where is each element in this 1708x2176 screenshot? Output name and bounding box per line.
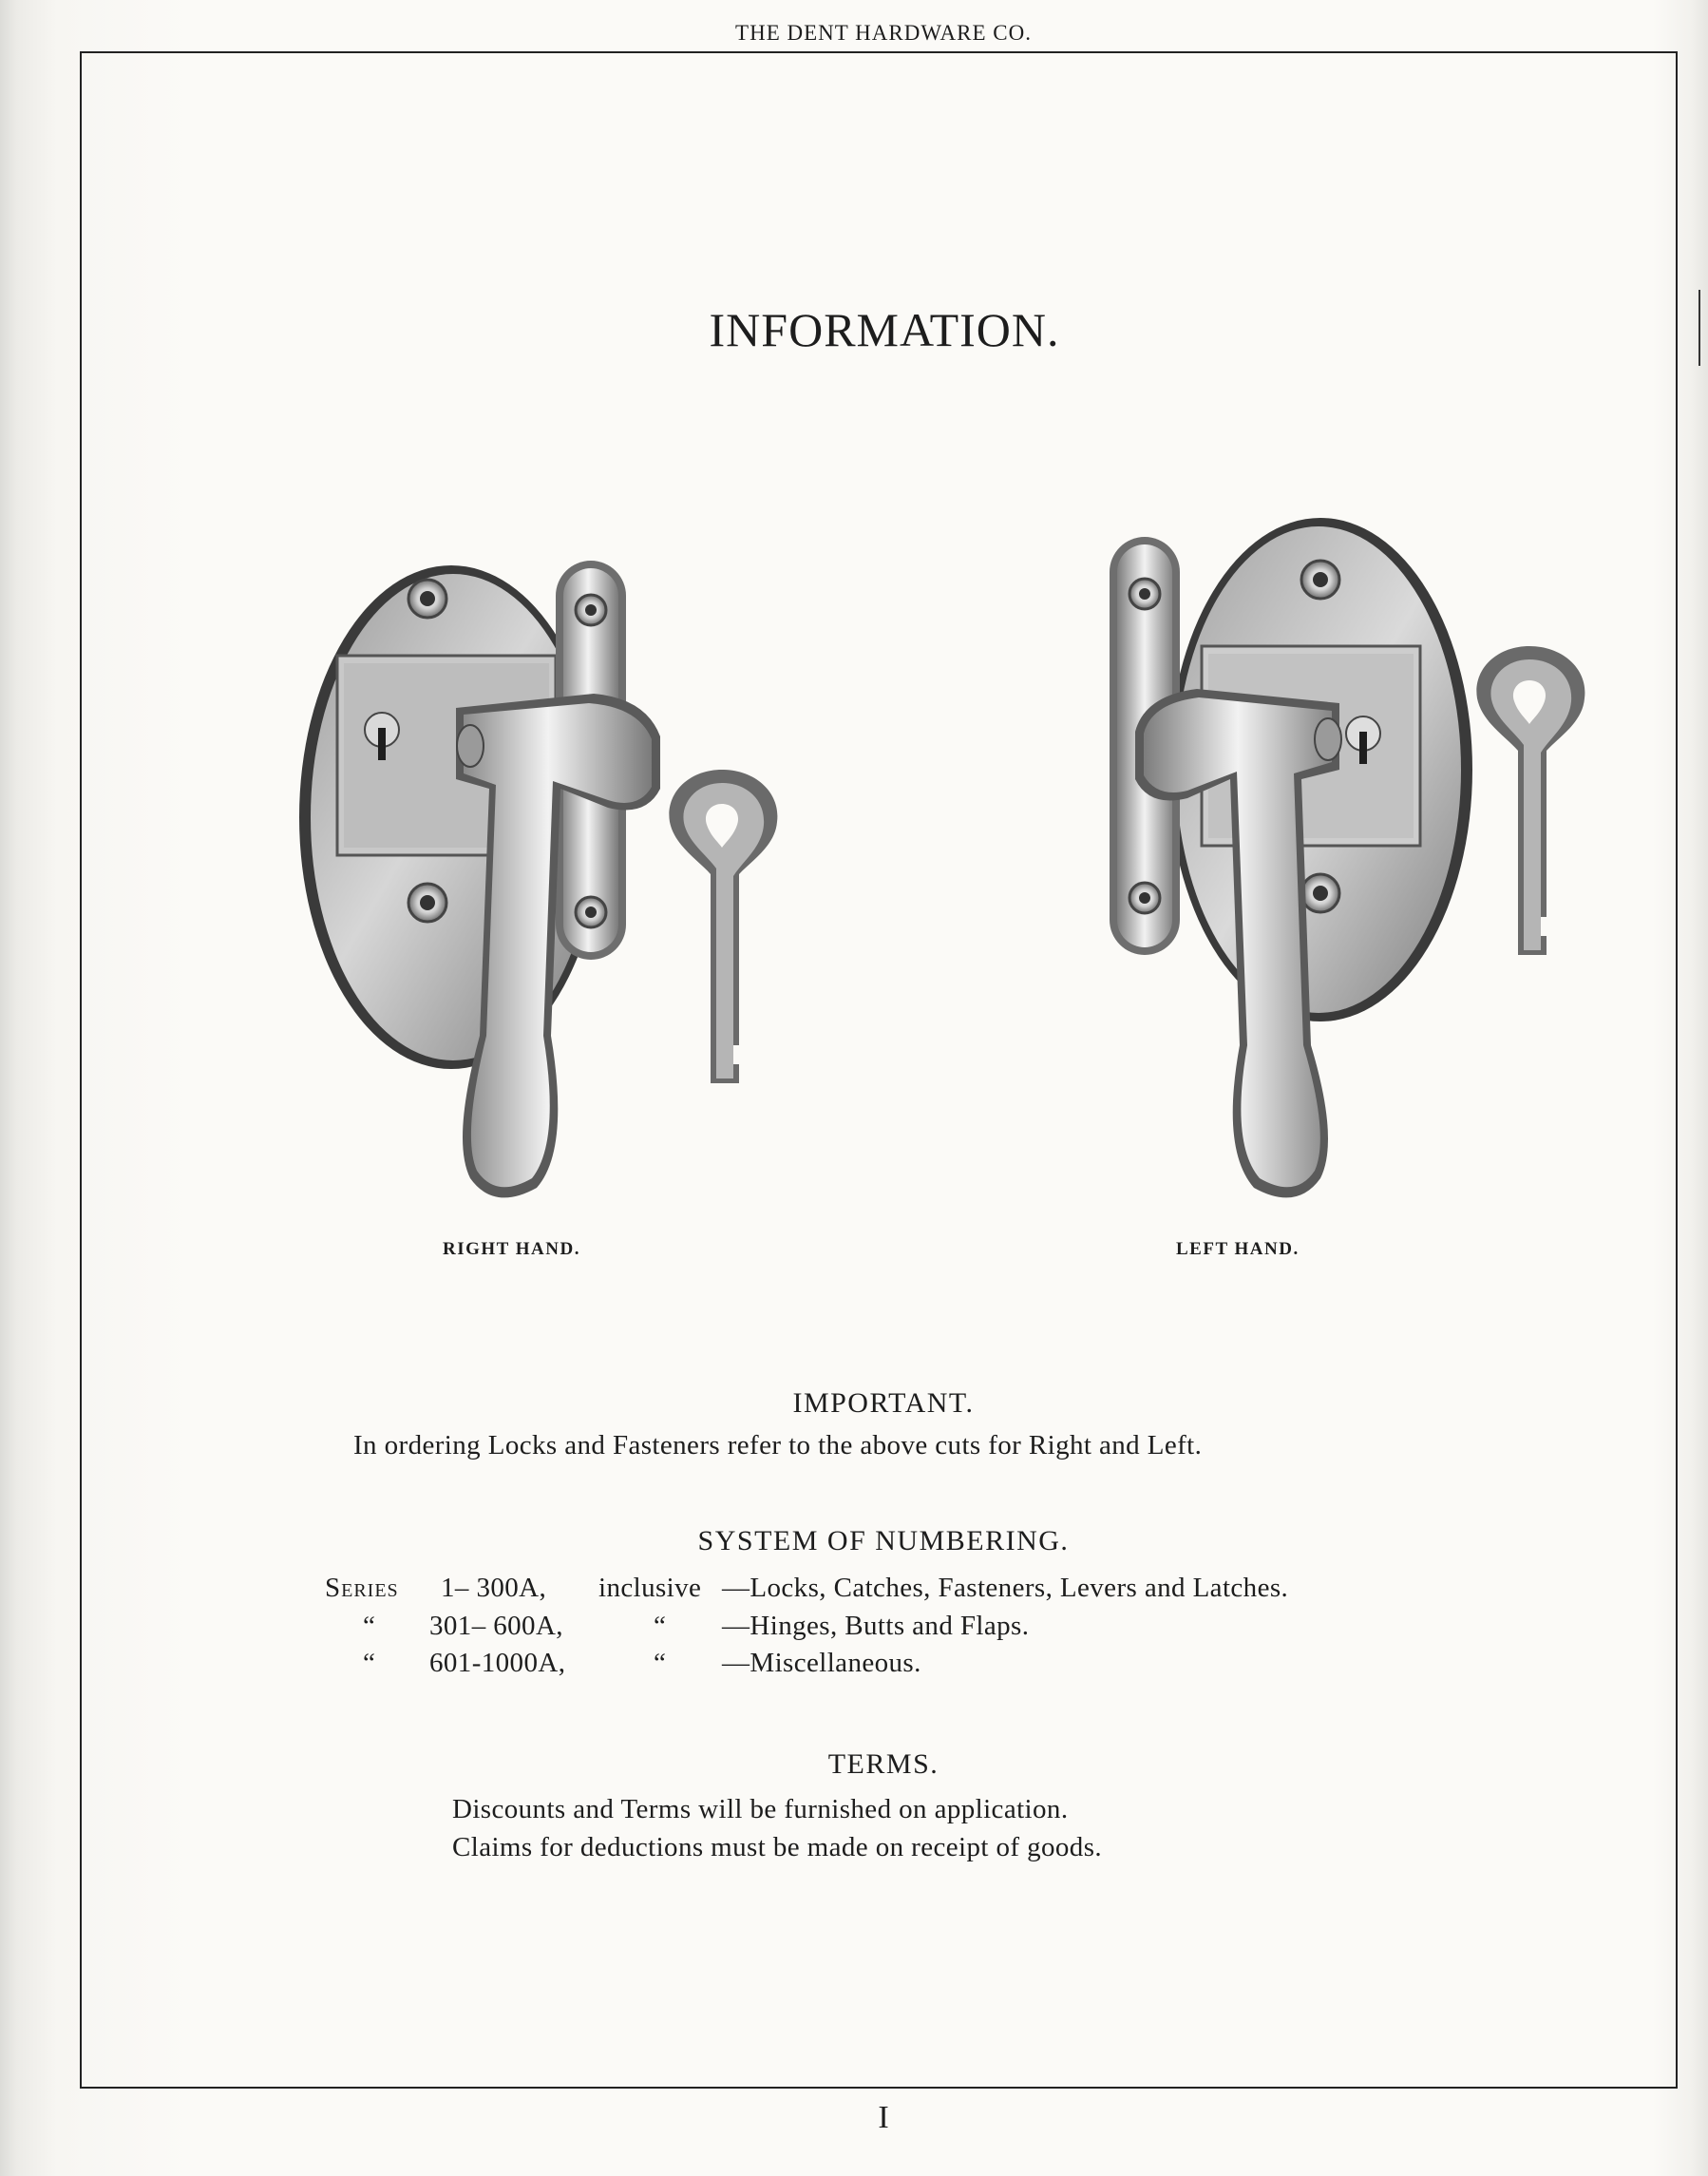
left-hand-caption: LEFT HAND.: [1176, 1239, 1300, 1259]
numbering-description: —Hinges, Butts and Flaps.: [722, 1611, 1030, 1641]
numbering-qualifier: “: [654, 1648, 667, 1678]
numbering-row-2: [0, 1611, 1708, 1649]
ditto-mark: “: [363, 1648, 376, 1678]
important-text: In ordering Locks and Fasteners refer to the above cuts for Right and Left.: [353, 1430, 1203, 1460]
page-number: I: [878, 2100, 889, 2135]
numbering-row-1: [0, 1573, 1708, 1611]
numbering-description: —Locks, Catches, Fasteners, Levers and Latches.: [722, 1573, 1289, 1603]
numbering-range: 1– 300A,: [441, 1573, 547, 1603]
page-title: INFORMATION.: [709, 303, 1060, 356]
series-label: Series: [325, 1573, 399, 1603]
running-head: THE DENT HARDWARE CO.: [735, 21, 1032, 45]
numbering-range: 301– 600A,: [429, 1611, 563, 1641]
numbering-range: 601-1000A,: [429, 1648, 566, 1678]
numbering-heading: SYSTEM OF NUMBERING.: [697, 1525, 1070, 1556]
terms-heading: TERMS.: [827, 1748, 939, 1780]
numbering-qualifier: “: [654, 1611, 667, 1641]
right-hand-caption: RIGHT HAND.: [443, 1239, 580, 1259]
ditto-mark: “: [363, 1611, 376, 1641]
terms-line-1: Discounts and Terms will be furnished on application.: [452, 1794, 1069, 1824]
numbering-row-3: [0, 1648, 1708, 1686]
terms-line-2: Claims for deductions must be made on receipt of goods.: [452, 1832, 1103, 1862]
right-hand-fastener-illustration: [285, 504, 855, 1235]
adjacent-page-edge: [1699, 290, 1708, 366]
numbering-description: —Miscellaneous.: [722, 1648, 921, 1678]
left-hand-fastener-illustration: [1092, 485, 1662, 1235]
important-heading: IMPORTANT.: [792, 1387, 975, 1419]
numbering-qualifier: inclusive: [598, 1573, 702, 1603]
